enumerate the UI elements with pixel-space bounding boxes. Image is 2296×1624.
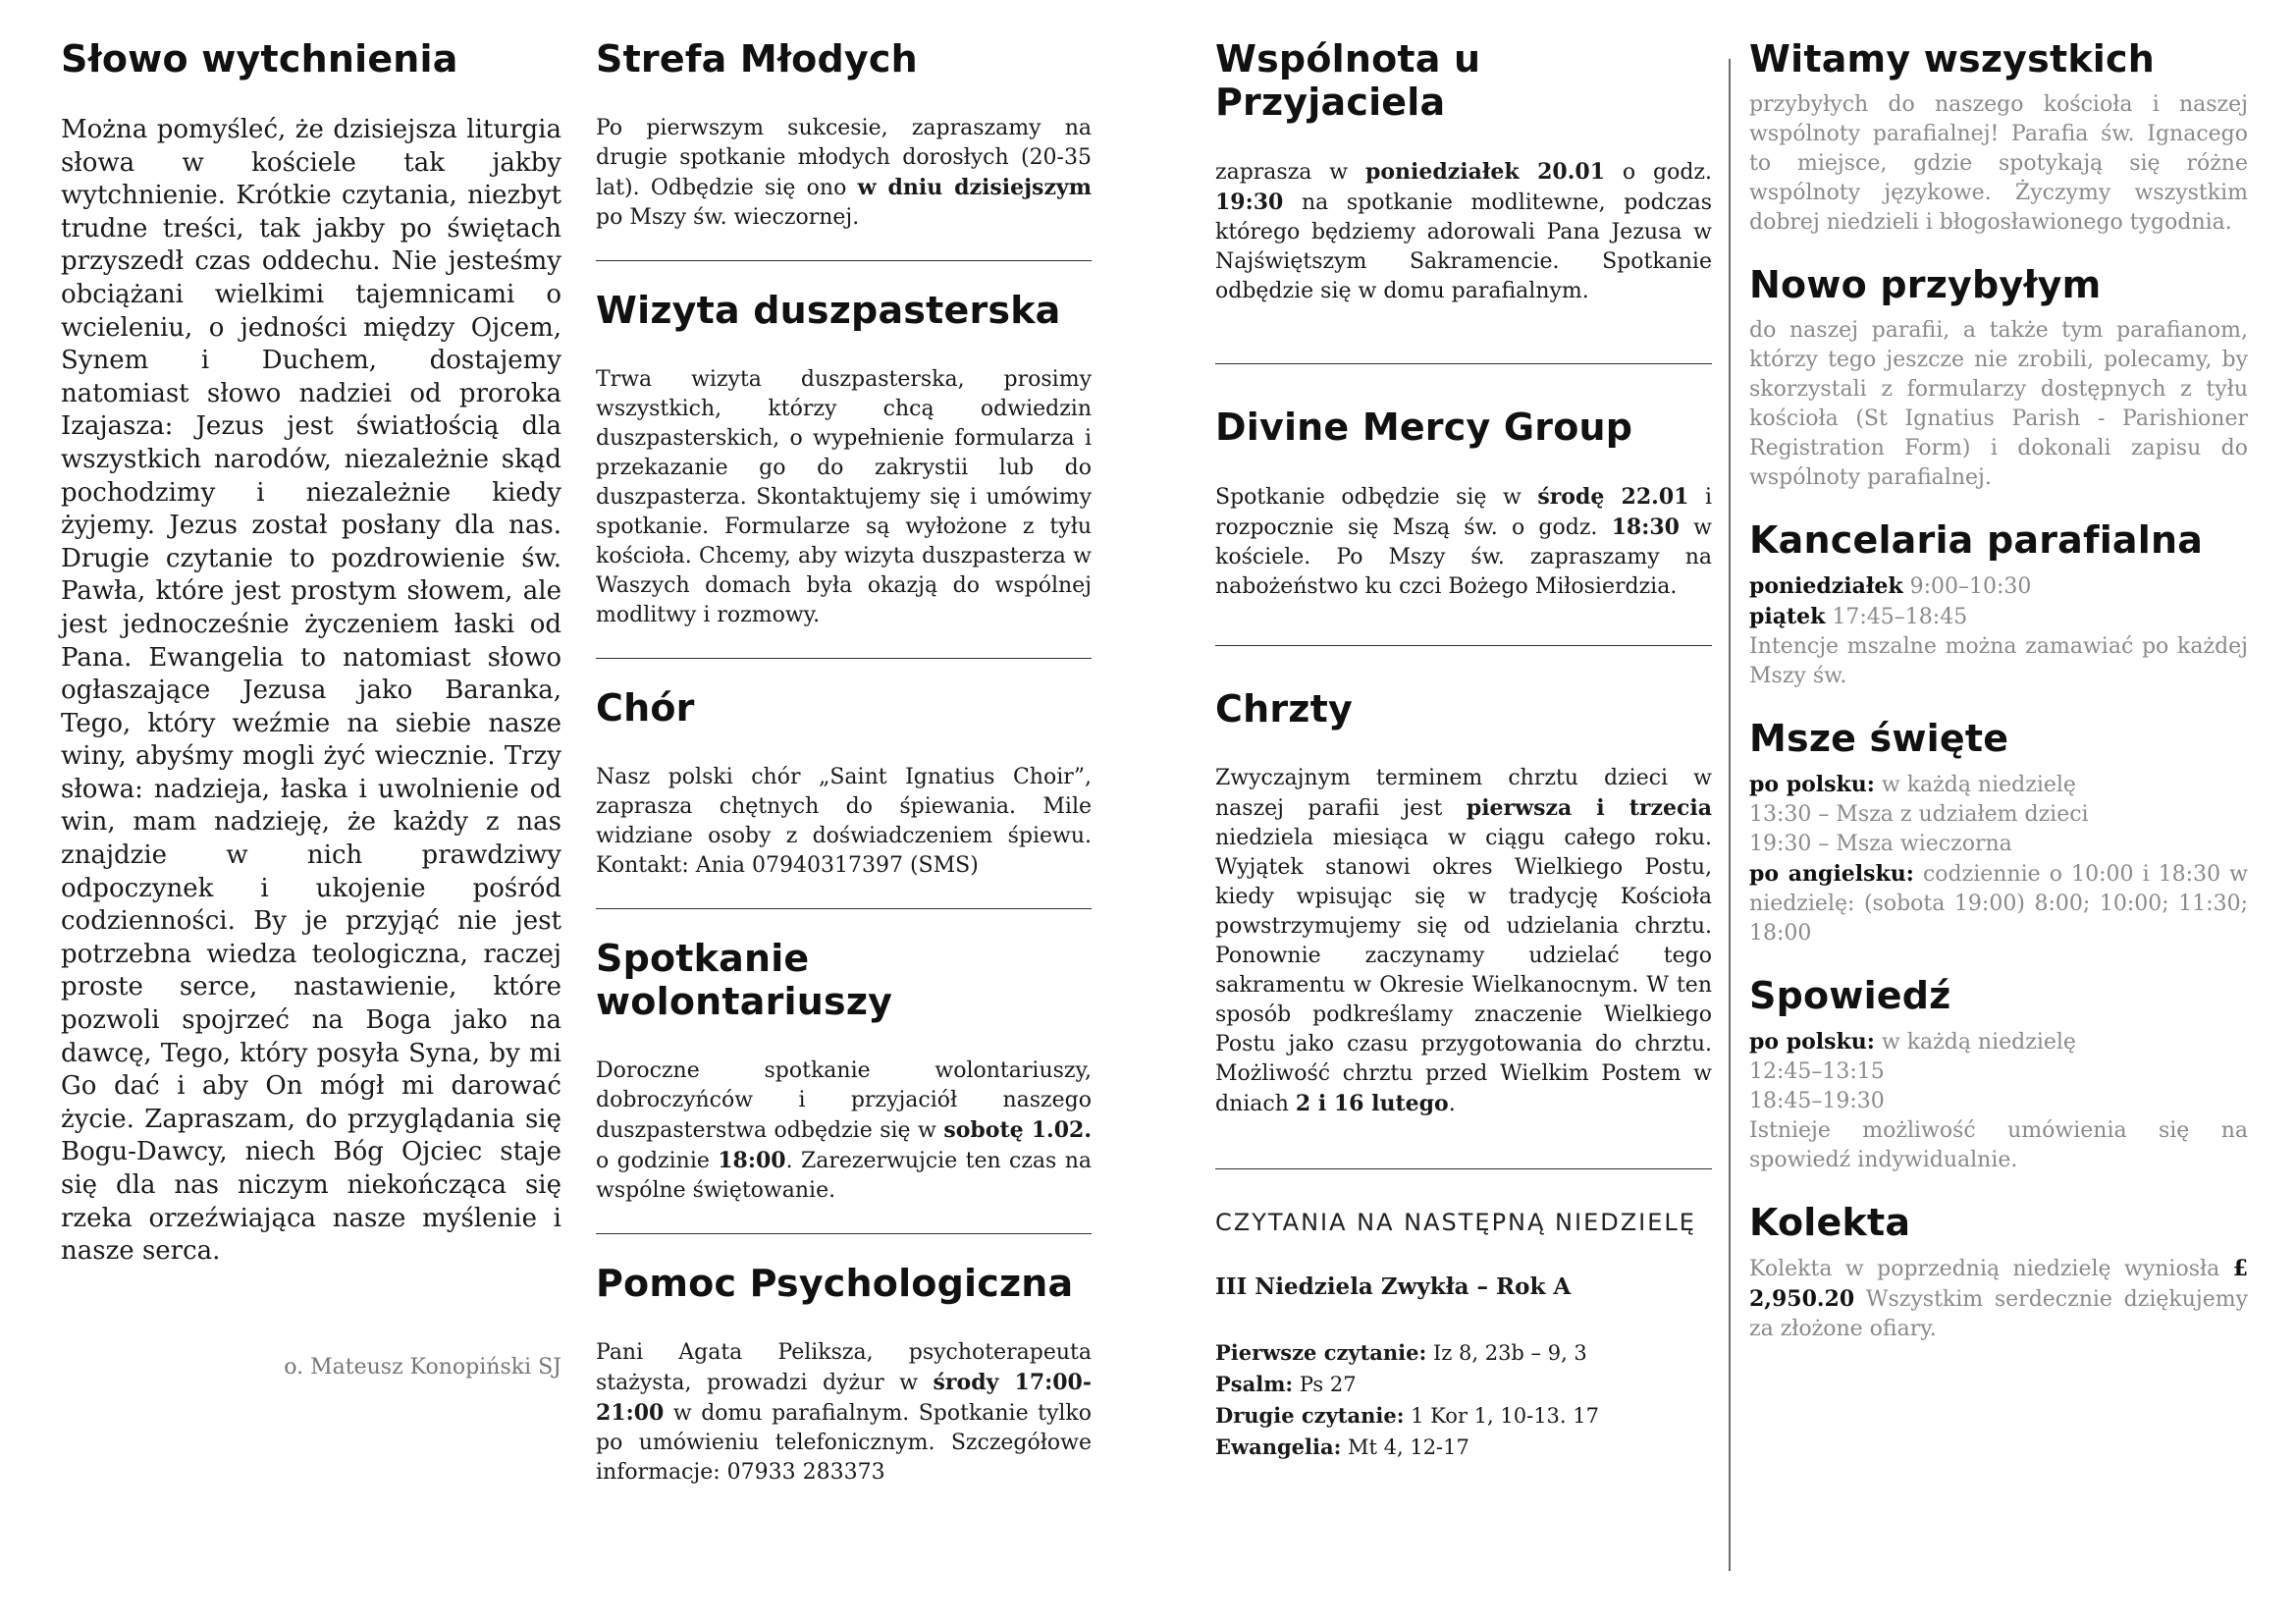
section-nowo-przybylym <box>1749 263 2248 493</box>
column-announcements-2 <box>1215 37 1712 1463</box>
mercy-title: Divine Mercy Group <box>1215 406 1633 449</box>
chrzty-body: Zwyczajnym terminem chrztu dzieci w naszej parafii jest pierwsza i trzecia niedziela miesiąca w ciągu całego roku. Wyjątek stanowi okres Wielkiego Postu, kiedy wpisując się w tradycję Kościoła powstrzymujemy się od udzielania chrztu. Ponownie zaczynamy udzielać tego sakramentu w Okresie Wielkanocnym. W ten sposób podkreślamy znaczenie Wielkiego Postu jako czasu przygotowania do chrztu. Możliwość chrztu przed Wielkim Postem w dniach 2 i 16 lutego. <box>1215 766 1713 1116</box>
chrzty-title: Chrzty <box>1215 687 1353 731</box>
column-divider <box>1729 59 1731 1571</box>
strefa-body: Po pierwszym sukcesie, zapraszamy na drugie spotkanie młodych dorosłych (20-35 lat). Odbędzie się ono w dniu dzisiejszym po Mszy św. wieczornej. <box>596 116 1092 230</box>
readings-heading: CZYTANIA NA NASTĘPNĄ NIEDZIELĘ <box>1215 1209 1696 1236</box>
reflection-body: Można pomyśleć, że dzisiejsza liturgia słowa w kościele tak jakby wytchnienie. Krótkie czytania, niezbyt trudne treści, tak jakby po świętach przyszedł czas oddechu. Nie jesteśmy obciążani wielkimi tajemnicami o wcieleniu, o jedności między Ojcem, Synem i Duchem, dostajemy natomiast słowo nadziei od proroka Izajasza: Jezus jest światłością dla wszystkich narodów, niezależnie skąd pochodzimy i niezależnie kiedy żyjemy. Jezus został posłany dla nas. Drugie czytanie to pozdrowienie św. Pawła, które jest prostym słowem, ale jest jednocześnie życzeniem łaski od Pana. Ewangelia to natomiast słowo ogłaszające Jezusa jako Baranka, Tego, który weźmie na siebie nasze winy, abyśmy mogli żyć wiecznie. Trzy słowa: nadzieja, łaska i uwolnienie od win, mam nadzieję, że każdy z nas znajdzie w nich prawdziwy odpoczynek i ukojenie pośród codzienności. By je przyjąć nie jest potrzebna wiedza teologiczna, raczej proste serce, nastawienie, które pozwoli spojrzeć na Boga jako na dawcę, Tego, który posyła Syna, by mi Go dać i aby On mógł mi darować życie. Zapraszam, do przyglądania się Bogu-Dawcy, niech Bóg Ojciec staje się dla nas niczym niekończąca się rzeka orzeźwiająca nasze myślenie i nasze serca. <box>61 115 561 1267</box>
section-pomoc <box>596 1262 1092 1515</box>
nowo-title: Nowo przybyłym <box>1749 263 2102 306</box>
section-wolontariusze <box>596 937 1092 1234</box>
wolontariusze-body: Doroczne spotkanie wolontariuszy, dobroczyńców i przyjaciół naszego duszpasterstwa odbędzie się w sobotę 1.02. o godzinie 18:00. Zarezerwujcie ten czas na wspólne świętowanie. <box>596 1058 1092 1203</box>
column-announcements-1 <box>596 37 1092 1543</box>
section-strefa-mlodych <box>596 37 1092 261</box>
column-parish-info <box>1749 37 2248 1370</box>
chor-title: Chór <box>596 686 695 730</box>
spowiedz-body: po polsku: w każdą niedzielę 12:45–13:15 18:45–19:30 Istnieje możliwość umówienia się na spowiedź indywidualnie. <box>1749 1029 2248 1172</box>
msze-body: po polsku: w każdą niedzielę 13:30 – Msza z udziałem dzieci 19:30 – Msza wieczorna po angielsku: codziennie o 10:00 i 18:30 w niedzielę: (sobota 19:00) 8:00; 10:00; 11:30; 18:00 <box>1749 772 2249 946</box>
reading-psalm: Psalm: Ps 27 <box>1215 1372 1357 1396</box>
section-witamy <box>1749 37 2248 238</box>
section-msze <box>1749 717 2248 948</box>
section-kancelaria <box>1749 518 2248 691</box>
section-divine-mercy <box>1215 406 1712 646</box>
pomoc-body: Pani Agata Peliksza, psychoterapeuta stażysta, prowadzi dyżur w środy 17:00-21:00 w domu parafialnym. Spotkanie tylko po umówieniu telefonicznym. Szczegółowe informacje: 07933 283373 <box>596 1340 1092 1485</box>
strefa-title: Strefa Młodych <box>596 37 918 81</box>
section-wizyta <box>596 289 1092 659</box>
nowo-body: do naszej parafii, a także tym parafianom, którzy tego jeszcze nie zrobili, polecamy, by skorzystali z formularzy dostępnych z tyłu kościoła (St Ignatius Parish - Parishioner Registration Form) i dokonali zapisu do wspólnoty parafialnej. <box>1749 318 2248 490</box>
section-chor <box>596 686 1092 909</box>
reading-first: Pierwsze czytanie: Iz 8, 23b – 9, 3 <box>1215 1340 1587 1365</box>
pomoc-title: Pomoc Psychologiczna <box>596 1262 1074 1305</box>
witamy-body: przybyłych do naszego kościoła i naszej wspólnoty parafialnej! Parafia św. Ignacego to miejsce, gdzie spotykają się różne wspólnoty językowe. Życzymy wszystkim dobrej niedzieli i błogosławionego tygodnia. <box>1749 92 2248 235</box>
kancelaria-title: Kancelaria parafialna <box>1749 518 2204 562</box>
section-wspolnota <box>1215 37 1712 364</box>
mercy-body: Spotkanie odbędzie się w środę 22.01 i rozpocznie się Mszą św. o godz. 18:30 w kościele. Po Mszy św. zapraszamy na nabożeństwo ku czci Bożego Miłosierdzia. <box>1215 484 1712 599</box>
wspolnota-body: zaprasza w poniedziałek 20.01 o godz. 19:30 na spotkanie modlitewne, podczas którego będziemy adorowali Pana Jezusa w Najświętszym Sakramencie. Spotkanie odbędzie się w domu parafialnym. <box>1215 159 1712 303</box>
section-kolekta <box>1749 1201 2248 1344</box>
witamy-title: Witamy wszystkich <box>1749 37 2156 81</box>
wizyta-body: Trwa wizyta duszpasterska, prosimy wszystkich, którzy chcą odwiedzin duszpasterskich, o wypełnienie formularza i przekazanie go do zakrystii lub do duszpasterza. Skontaktujemy się i umówimy spotkanie. Formularze są wyłożone z tyłu kościoła. Chcemy, aby wizyta duszpasterza w Waszych domach była okazją do wspólnej modlitwy i rozmowy. <box>596 367 1092 627</box>
column-reflection <box>61 37 561 1380</box>
wizyta-title: Wizyta duszpasterska <box>596 289 1061 332</box>
reflection-title: Słowo wytchnienia <box>61 37 458 81</box>
wspolnota-title: Wspólnota u Przyjaciela <box>1215 37 1481 124</box>
section-chrzty <box>1215 687 1712 1169</box>
chor-body: Nasz polski chór „Saint Ignatius Choir”, zaprasza chętnych do śpiewania. Mile widziane osoby z doświadczeniem śpiewu. Kontakt: Ania 07940317397 (SMS) <box>596 765 1092 878</box>
wolontariusze-title: Spotkanie wolontariuszy <box>596 937 893 1023</box>
kolekta-title: Kolekta <box>1749 1201 1911 1244</box>
section-spowiedz <box>1749 974 2248 1175</box>
spowiedz-title: Spowiedź <box>1749 974 1951 1017</box>
kolekta-body: Kolekta w poprzednią niedzielę wyniosła £ 2,950.20 Wszystkim serdecznie dziękujemy za złożone ofiary. <box>1749 1256 2248 1341</box>
section-readings <box>1215 1209 1712 1463</box>
reflection-signature: o. Mateusz Konopiński SJ <box>284 1354 561 1380</box>
msze-title: Msze święte <box>1749 717 2009 760</box>
reading-second: Drugie czytanie: 1 Kor 1, 10-13. 17 <box>1215 1403 1599 1428</box>
readings-subtitle: III Niedziela Zwykła – Rok A <box>1215 1273 1572 1300</box>
reading-gospel: Ewangelia: Mt 4, 12-17 <box>1215 1435 1469 1459</box>
kancelaria-body: poniedziałek 9:00–10:30 piątek 17:45–18:45 Intencje mszalne można zamawiać po każdej Mszy św. <box>1749 573 2248 688</box>
